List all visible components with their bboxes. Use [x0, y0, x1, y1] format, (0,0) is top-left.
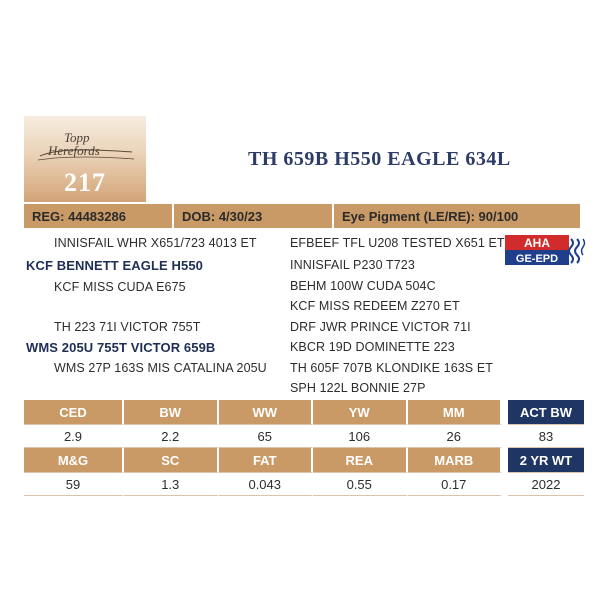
epd-header: M&G: [24, 448, 124, 472]
pedigree-dam: WMS 205U 755T VICTOR 659B: [26, 340, 216, 355]
logo-line2: Herefords: [48, 143, 100, 158]
pedigree-dam-dam: WMS 27P 163S MIS CATALINA 205U: [54, 361, 267, 375]
animal-name: TH 659B H550 EAGLE 634L: [248, 148, 511, 170]
epd-value: 0.043: [219, 472, 314, 496]
epd-header: WW: [219, 400, 314, 424]
epd-value: 2.2: [124, 424, 219, 448]
aha-ge-epd-badge: [505, 235, 587, 265]
pedigree-right-3: BEHM 100W CUDA 504C: [290, 279, 436, 293]
epd-header-row-2: [24, 448, 502, 472]
epd-value: 0.55: [313, 472, 408, 496]
pedigree-sire-dam: KCF MISS CUDA E675: [54, 280, 186, 294]
pedigree-right-4: KCF MISS REDEEM Z270 ET: [290, 299, 460, 313]
badge-bottom: GE-EPD: [515, 253, 559, 265]
pedigree-right-2: INNISFAIL P230 T723: [290, 258, 415, 272]
topp-herefords-logo: [34, 126, 138, 168]
pedigree-right-6: KBCR 19D DOMINETTE 223: [290, 340, 455, 354]
epd-value-row-2: [24, 472, 502, 496]
epd-value: 65: [219, 424, 314, 448]
eye-pigment: Eye Pigment (LE/RE): 90/100: [342, 208, 519, 224]
epd-header: CED: [24, 400, 124, 424]
pedigree-right-7: TH 605F 707B KLONDIKE 163S ET: [290, 361, 493, 375]
date-of-birth: DOB: 4/30/23: [174, 204, 334, 228]
epd-value: 59: [24, 472, 124, 496]
pedigree-sire-sire: INNISFAIL WHR X651/723 4013 ET: [54, 236, 257, 250]
epd-header-row-1: [24, 400, 502, 424]
epd-table: [24, 400, 502, 496]
badge-top: AHA: [524, 236, 550, 250]
pedigree-right-1: EFBEEF TFL U208 TESTED X651 ET: [290, 236, 505, 250]
epd-value: 26: [408, 424, 503, 448]
epd-value: 2.9: [24, 424, 124, 448]
epd-header: MM: [408, 400, 503, 424]
reg-number: REG: 44483286: [24, 204, 174, 228]
epd-header: MARB: [408, 448, 503, 472]
epd-value: 106: [313, 424, 408, 448]
epd-header: SC: [124, 448, 219, 472]
pedigree-sire: KCF BENNETT EAGLE H550: [26, 258, 204, 273]
epd-header: BW: [124, 400, 219, 424]
yr-wt-value: 2022: [508, 472, 584, 496]
pedigree-right-5: DRF JWR PRINCE VICTOR 71I: [290, 320, 471, 334]
epd-header: FAT: [219, 448, 314, 472]
epd-value: 1.3: [124, 472, 219, 496]
pedigree-right-8: SPH 122L BONNIE 27P: [290, 381, 426, 395]
actual-bw-block: [508, 400, 584, 496]
logo-line1: Topp: [64, 130, 90, 145]
act-bw-value: 83: [508, 424, 584, 448]
epd-value: 0.17: [408, 472, 503, 496]
epd-header: YW: [313, 400, 408, 424]
lot-number: 217: [64, 168, 106, 197]
info-bar: [24, 204, 580, 228]
pedigree-dam-sire: TH 223 71I VICTOR 755T: [54, 320, 201, 334]
yr-wt-label: 2 YR WT: [508, 448, 584, 472]
epd-value-row-1: [24, 424, 502, 448]
epd-header: REA: [313, 448, 408, 472]
act-bw-label: ACT BW: [508, 400, 584, 424]
